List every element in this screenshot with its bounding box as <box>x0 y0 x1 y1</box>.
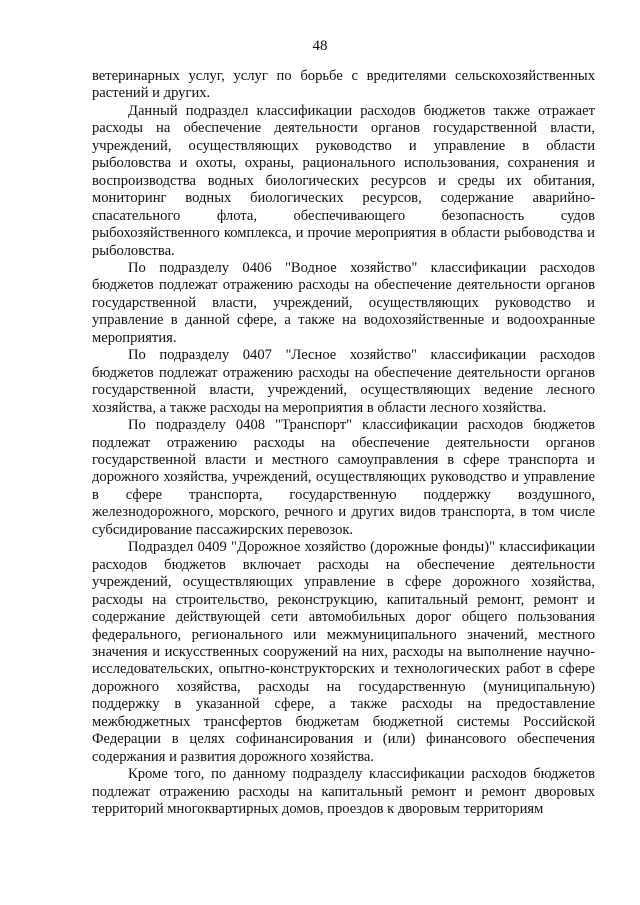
paragraph-additional-roads: Кроме того, по данному подразделу классификации расходов бюджетов подлежат отражению расходы на капитальный ремонт и ремонт дворовых территорий многоквартирных домов, проездов к дворовым территориям <box>92 766 595 818</box>
paragraph-fishery-expenses: Данный подраздел классификации расходов бюджетов также отражает расходы на обеспечение деятельности органов государственной власти, учреждений, осуществляющих руководство и управление в области рыболовства и охоты, охраны, рационального использования, сохранения и воспроизводства водных биологических ресурсов и среды их обитания, мониторинг водных биологических ресурсов, содержание аварийно-спасательного флота, обеспечивающего безопасность судов рыбохозяйственного комплекса, и прочие мероприятия в области рыбоводства и рыболовства. <box>92 102 595 259</box>
paragraph-0406-water: По подразделу 0406 "Водное хозяйство" классификации расходов бюджетов подлежат отражению расходы на обеспечение деятельности органов государственной власти, учреждений, осуществляющих руководство и управление в данной сфере, а также на водохозяйственные и водоохранные мероприятия. <box>92 259 595 346</box>
paragraph-0409-roads: Подраздел 0409 "Дорожное хозяйство (дорожные фонды)" классификации расходов бюджетов включает расходы на обеспечение деятельности учреждений, осуществляющих управление в сфере дорожного хозяйства, расходы на строительство, реконструкцию, капитальный ремонт, ремонт и содержание действующей сети автомобильных дорог общего пользования федерального, регионального или межмуниципального значений, местного значения и искусственных сооружений на них, расходы на выполнение научно-исследовательских, опытно-конструкторских и технологических работ в сфере дорожного хозяйства, расходы на государственную (муниципальную) поддержку в указанной сфере, а также расходы на предоставление межбюджетных трансфертов бюджетам бюджетной системы Российской Федерации в целях софинансирования и (или) финансового обеспечения содержания и развития дорожного хозяйства. <box>92 539 595 765</box>
body-text <box>92 68 595 818</box>
paragraph-0407-forestry: По подразделу 0407 "Лесное хозяйство" классификации расходов бюджетов подлежат отражению расходы на обеспечение деятельности органов государственной власти, учреждений, осуществляющих ведение лесного хозяйства, а также расходы на мероприятия в области лесного хозяйства. <box>92 347 595 416</box>
page-number: 48 <box>312 38 328 54</box>
paragraph-continued: ветеринарных услуг, услуг по борьбе с вредителями сельскохозяйственных растений и других. <box>92 68 595 102</box>
paragraph-0408-transport: По подразделу 0408 "Транспорт" классификации расходов бюджетов подлежат отражению расходы на обеспечение деятельности органов государственной власти и местного самоуправления в сфере транспорта и дорожного хозяйства, учреждений, осуществляющих руководство и управление в сфере транспорта, государственную поддержку воздушного, железнодорожного, морского, речного и других видов транспорта, в том числе субсидирование пассажирских перевозок. <box>92 417 595 538</box>
